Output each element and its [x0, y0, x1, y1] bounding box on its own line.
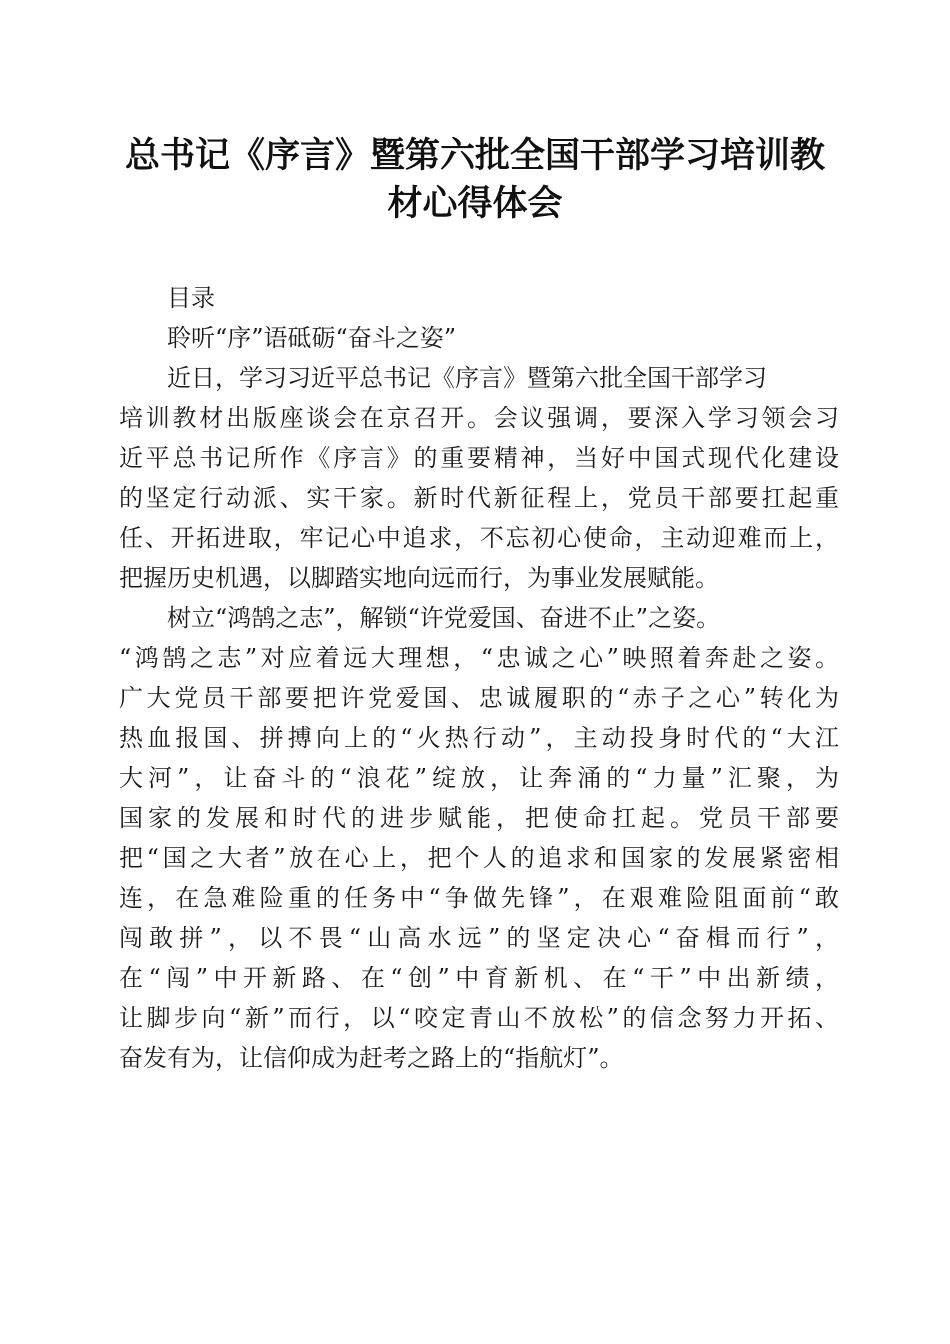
paragraph-line: 近平总书记所作《序言》的重要精神，当好中国式现代化建设	[119, 444, 839, 472]
paragraph-line: 近日，学习习近平总书记《序言》暨第六批全国干部学习	[167, 364, 767, 392]
paragraph-line: 让脚步向“新”而行，以“咬定青山不放松”的信念努力开拓、	[119, 1004, 839, 1032]
paragraph-line: 国家的发展和时代的进步赋能，把使命扛起。党员干部要	[119, 804, 839, 832]
paragraph-line: 把“国之大者”放在心上，把个人的追求和国家的发展紧密相	[119, 844, 839, 872]
paragraph-line: 闯敢拼”，以不畏“山高水远”的坚定决心“奋楫而行”，	[119, 924, 839, 952]
paragraph-line: 树立“鸿鹄之志”，解锁“许党爱国、奋进不止”之姿。	[167, 604, 721, 632]
document-title	[100, 132, 850, 228]
paragraph-1	[119, 358, 839, 598]
paragraph-line: 连，在急难险重的任务中“争做先锋”，在艰难险阻面前“敢	[119, 884, 839, 912]
paragraph-line: “鸿鹄之志”对应着远大理想，“忠诚之心”映照着奔赴之姿。	[119, 644, 839, 672]
toc-label: 目录	[167, 284, 215, 312]
paragraph-line: 在“闯”中开新路、在“创”中育新机、在“干”中出新绩，	[119, 964, 839, 992]
title-line-1: 总书记《序言》暨第六批全国干部学习培训教	[124, 135, 825, 176]
section-heading: 聆听“序”语砥砺“奋斗之姿”	[167, 324, 457, 352]
title-line-2: 材心得体会	[387, 183, 563, 224]
paragraph-line: 大河”，让奋斗的“浪花”绽放，让奔涌的“力量”汇聚，为	[119, 764, 839, 792]
paragraph-line: 任、开拓进取，牢记心中追求，不忘初心使命，主动迎难而上，	[119, 524, 839, 552]
paragraph-line: 把握历史机遇，以脚踏实地向远而行，为事业发展赋能。	[119, 564, 719, 592]
document-body	[119, 278, 839, 1078]
paragraph-line: 奋发有为，让信仰成为赶考之路上的“指航灯”。	[119, 1044, 624, 1072]
paragraph-line: 热血报国、拼搏向上的“火热行动”，主动投身时代的“大江	[119, 724, 839, 752]
paragraph-line: 广大党员干部要把许党爱国、忠诚履职的“赤子之心”转化为	[119, 684, 839, 712]
paragraph-2	[119, 598, 839, 1078]
paragraph-line: 的坚定行动派、实干家。新时代新征程上，党员干部要扛起重	[119, 484, 839, 512]
paragraph-line: 培训教材出版座谈会在京召开。会议强调，要深入学习领会习	[119, 404, 839, 432]
